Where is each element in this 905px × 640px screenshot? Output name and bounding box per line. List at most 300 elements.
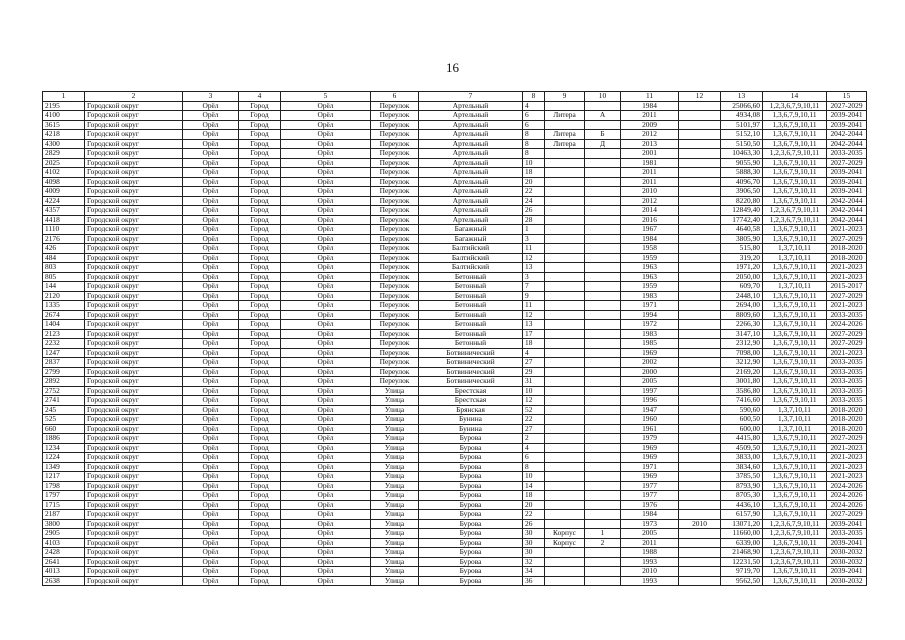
table-cell-col-12 <box>679 310 721 320</box>
table-cell-col-13: 8809,60 <box>721 310 763 320</box>
table-cell-col-3: Орёл <box>183 462 239 472</box>
table-cell-col-4: Город <box>239 282 281 292</box>
table-cell-col-6: Улица <box>371 538 419 548</box>
table-cell-col-4: Город <box>239 481 281 491</box>
table-cell-col-12 <box>679 329 721 339</box>
table-cell-col-15: 2042-2044 <box>827 130 867 140</box>
table-cell-col-2: Городской округ <box>85 453 183 463</box>
table-cell-col-6: Улица <box>371 500 419 510</box>
table-cell-col-3: Орёл <box>183 538 239 548</box>
table-row <box>43 538 867 548</box>
table-cell-col-4: Город <box>239 500 281 510</box>
table-cell-col-9: Корпус <box>545 529 585 539</box>
table-cell-col-15: 2018-2020 <box>827 415 867 425</box>
table-cell-col-1: 426 <box>43 244 85 254</box>
table-cell-col-2: Городской округ <box>85 339 183 349</box>
table-row <box>43 149 867 159</box>
table-cell-col-15: 2039-2041 <box>827 177 867 187</box>
table-cell-col-9 <box>545 491 585 501</box>
table-cell-col-10 <box>585 557 621 567</box>
table-cell-col-1: 1404 <box>43 320 85 330</box>
table-cell-col-5: Орёл <box>281 557 371 567</box>
table-cell-col-3: Орёл <box>183 244 239 254</box>
table-row <box>43 424 867 434</box>
table-cell-col-11: 2005 <box>621 529 679 539</box>
table-cell-col-1: 1247 <box>43 348 85 358</box>
table-cell-col-9 <box>545 301 585 311</box>
table-cell-col-4: Город <box>239 367 281 377</box>
table-cell-col-4: Город <box>239 567 281 577</box>
table-cell-col-10 <box>585 196 621 206</box>
table-cell-col-1: 1110 <box>43 225 85 235</box>
table-cell-col-11: 2011 <box>621 538 679 548</box>
table-cell-col-10 <box>585 253 621 263</box>
table-cell-col-11: 1971 <box>621 301 679 311</box>
table-cell-col-2: Городской округ <box>85 472 183 482</box>
table-cell-col-5: Орёл <box>281 168 371 178</box>
table-cell-col-10 <box>585 120 621 130</box>
table-cell-col-1: 2674 <box>43 310 85 320</box>
table-cell-col-7: Багажный <box>419 225 523 235</box>
table-cell-col-2: Городской округ <box>85 320 183 330</box>
table-cell-col-6: Переулок <box>371 244 419 254</box>
table-cell-col-10 <box>585 462 621 472</box>
table-cell-col-2: Городской округ <box>85 139 183 149</box>
table-cell-col-2: Городской округ <box>85 396 183 406</box>
table-cell-col-11: 1958 <box>621 244 679 254</box>
table-row <box>43 101 867 111</box>
table-cell-col-11: 1969 <box>621 472 679 482</box>
table-cell-col-7: Артельный <box>419 111 523 121</box>
table-cell-col-8: 8 <box>523 149 545 159</box>
table-cell-col-4: Город <box>239 510 281 520</box>
table-cell-col-13: 3147,10 <box>721 329 763 339</box>
table-cell-col-11: 2002 <box>621 358 679 368</box>
table-cell-col-1: 525 <box>43 415 85 425</box>
table-cell-col-10 <box>585 168 621 178</box>
table-row <box>43 415 867 425</box>
table-cell-col-3: Орёл <box>183 158 239 168</box>
table-cell-col-6: Переулок <box>371 101 419 111</box>
table-cell-col-13: 5152,10 <box>721 130 763 140</box>
table-cell-col-10 <box>585 443 621 453</box>
table-cell-col-3: Орёл <box>183 187 239 197</box>
column-header-14: 14 <box>763 92 827 102</box>
column-header-1: 1 <box>43 92 85 102</box>
table-cell-col-2: Городской округ <box>85 130 183 140</box>
table-row <box>43 443 867 453</box>
table-cell-col-13: 4640,58 <box>721 225 763 235</box>
table-cell-col-2: Городской округ <box>85 567 183 577</box>
table-cell-col-6: Переулок <box>371 367 419 377</box>
table-cell-col-5: Орёл <box>281 443 371 453</box>
table-row <box>43 367 867 377</box>
table-cell-col-5: Орёл <box>281 111 371 121</box>
table-cell-col-15: 2021-2023 <box>827 348 867 358</box>
table-cell-col-1: 2025 <box>43 158 85 168</box>
table-cell-col-7: Бурова <box>419 519 523 529</box>
table-cell-col-5: Орёл <box>281 453 371 463</box>
table-cell-col-8: 20 <box>523 500 545 510</box>
table-cell-col-14: 1,3,6,7,9,10,11 <box>763 491 827 501</box>
table-row <box>43 386 867 396</box>
table-cell-col-14: 1,3,6,7,9,10,11 <box>763 510 827 520</box>
table-cell-col-2: Городской округ <box>85 519 183 529</box>
table-cell-col-12 <box>679 529 721 539</box>
table-cell-col-3: Орёл <box>183 291 239 301</box>
table-row <box>43 263 867 273</box>
table-cell-col-14: 1,2,3,6,7,9,10,11 <box>763 206 827 216</box>
table-cell-col-9 <box>545 225 585 235</box>
table-cell-col-8: 18 <box>523 339 545 349</box>
table-cell-col-4: Город <box>239 130 281 140</box>
table-cell-col-12 <box>679 548 721 558</box>
table-cell-col-12 <box>679 405 721 415</box>
table-cell-col-6: Переулок <box>371 301 419 311</box>
table-cell-col-15: 2033-2035 <box>827 396 867 406</box>
table-cell-col-7: Бурова <box>419 453 523 463</box>
table-cell-col-1: 2752 <box>43 386 85 396</box>
table-cell-col-7: Брестская <box>419 396 523 406</box>
table-cell-col-9 <box>545 329 585 339</box>
table-cell-col-1: 245 <box>43 405 85 415</box>
table-cell-col-1: 4103 <box>43 538 85 548</box>
table-cell-col-13: 3805,90 <box>721 234 763 244</box>
table-cell-col-3: Орёл <box>183 415 239 425</box>
table-cell-col-2: Городской округ <box>85 548 183 558</box>
table-cell-col-3: Орёл <box>183 149 239 159</box>
table-cell-col-6: Переулок <box>371 253 419 263</box>
table-row <box>43 491 867 501</box>
table-cell-col-2: Городской округ <box>85 101 183 111</box>
table-cell-col-15: 2027-2029 <box>827 339 867 349</box>
table-cell-col-13: 3906,50 <box>721 187 763 197</box>
table-cell-col-12 <box>679 263 721 273</box>
table-cell-col-12 <box>679 472 721 482</box>
table-cell-col-8: 7 <box>523 282 545 292</box>
table-cell-col-11: 2016 <box>621 215 679 225</box>
table-cell-col-6: Улица <box>371 453 419 463</box>
table-cell-col-2: Городской округ <box>85 291 183 301</box>
table-cell-col-12 <box>679 557 721 567</box>
table-cell-col-12 <box>679 234 721 244</box>
table-cell-col-11: 2009 <box>621 120 679 130</box>
table-cell-col-8: 10 <box>523 386 545 396</box>
table-cell-col-6: Улица <box>371 519 419 529</box>
table-cell-col-9 <box>545 481 585 491</box>
table-cell-col-15: 2042-2044 <box>827 196 867 206</box>
table-cell-col-13: 5101,97 <box>721 120 763 130</box>
table-cell-col-5: Орёл <box>281 253 371 263</box>
table-cell-col-11: 1996 <box>621 396 679 406</box>
table-cell-col-15: 2024-2026 <box>827 491 867 501</box>
table-cell-col-11: 2005 <box>621 377 679 387</box>
table-cell-col-6: Переулок <box>371 168 419 178</box>
table-cell-col-4: Город <box>239 339 281 349</box>
table-cell-col-10 <box>585 310 621 320</box>
table-cell-col-5: Орёл <box>281 424 371 434</box>
table-cell-col-2: Городской округ <box>85 500 183 510</box>
table-cell-col-10 <box>585 396 621 406</box>
table-cell-col-10: А <box>585 111 621 121</box>
table-cell-col-7: Бурова <box>419 472 523 482</box>
table-cell-col-14: 1,3,6,7,9,10,11 <box>763 310 827 320</box>
table-cell-col-9 <box>545 405 585 415</box>
table-cell-col-12 <box>679 434 721 444</box>
table-cell-col-8: 6 <box>523 120 545 130</box>
table-cell-col-14: 1,3,6,7,9,10,11 <box>763 225 827 235</box>
table-cell-col-7: Бетонный <box>419 310 523 320</box>
table-cell-col-15: 2027-2029 <box>827 291 867 301</box>
column-header-12: 12 <box>679 92 721 102</box>
table-cell-col-13: 2266,30 <box>721 320 763 330</box>
table-cell-col-15: 2027-2029 <box>827 329 867 339</box>
table-cell-col-15: 2018-2020 <box>827 253 867 263</box>
table-cell-col-11: 1984 <box>621 510 679 520</box>
table-cell-col-15: 2039-2041 <box>827 111 867 121</box>
table-cell-col-2: Городской округ <box>85 244 183 254</box>
table-cell-col-7: Бурова <box>419 462 523 472</box>
table-cell-col-14: 1,3,6,7,9,10,11 <box>763 453 827 463</box>
table-cell-col-14: 1,3,6,7,9,10,11 <box>763 396 827 406</box>
table-cell-col-7: Бурова <box>419 538 523 548</box>
table-cell-col-5: Орёл <box>281 196 371 206</box>
table-cell-col-2: Городской округ <box>85 253 183 263</box>
table-cell-col-13: 3212,90 <box>721 358 763 368</box>
table-cell-col-2: Городской округ <box>85 168 183 178</box>
table-cell-col-8: 20 <box>523 177 545 187</box>
table-cell-col-10 <box>585 206 621 216</box>
table-cell-col-10: Д <box>585 139 621 149</box>
table-cell-col-13: 2050,00 <box>721 272 763 282</box>
table-cell-col-9 <box>545 358 585 368</box>
table-cell-col-9 <box>545 168 585 178</box>
table-row <box>43 405 867 415</box>
table-cell-col-11: 1988 <box>621 548 679 558</box>
table-cell-col-2: Городской округ <box>85 424 183 434</box>
table-cell-col-8: 17 <box>523 329 545 339</box>
table-cell-col-8: 3 <box>523 234 545 244</box>
table-cell-col-1: 2892 <box>43 377 85 387</box>
table-cell-col-4: Город <box>239 234 281 244</box>
table-cell-col-4: Город <box>239 301 281 311</box>
table-cell-col-8: 4 <box>523 101 545 111</box>
table-cell-col-1: 4224 <box>43 196 85 206</box>
table-cell-col-4: Город <box>239 111 281 121</box>
table-cell-col-6: Улица <box>371 415 419 425</box>
table-cell-col-7: Бетонный <box>419 339 523 349</box>
table-cell-col-10 <box>585 244 621 254</box>
table-cell-col-10 <box>585 329 621 339</box>
table-cell-col-11: 1993 <box>621 557 679 567</box>
table-cell-col-3: Орёл <box>183 253 239 263</box>
table-row <box>43 196 867 206</box>
table-cell-col-6: Улица <box>371 491 419 501</box>
table-cell-col-3: Орёл <box>183 567 239 577</box>
table-row <box>43 234 867 244</box>
table-cell-col-1: 3615 <box>43 120 85 130</box>
table-cell-col-3: Орёл <box>183 263 239 273</box>
table-cell-col-5: Орёл <box>281 215 371 225</box>
table-cell-col-14: 1,3,6,7,9,10,11 <box>763 272 827 282</box>
column-header-15: 15 <box>827 92 867 102</box>
column-header-3: 3 <box>183 92 239 102</box>
table-cell-col-12 <box>679 396 721 406</box>
table-cell-col-11: 2000 <box>621 367 679 377</box>
table-row <box>43 206 867 216</box>
table-cell-col-10 <box>585 424 621 434</box>
table-cell-col-2: Городской округ <box>85 310 183 320</box>
table-cell-col-11: 2011 <box>621 168 679 178</box>
table-cell-col-14: 1,2,3,6,7,9,10,11 <box>763 529 827 539</box>
table-cell-col-13: 5150,50 <box>721 139 763 149</box>
table-cell-col-7: Артельный <box>419 101 523 111</box>
table-cell-col-9 <box>545 177 585 187</box>
table-cell-col-2: Городской округ <box>85 405 183 415</box>
table-cell-col-12 <box>679 187 721 197</box>
table-cell-col-15: 2021-2023 <box>827 453 867 463</box>
table-cell-col-13: 2312,90 <box>721 339 763 349</box>
table-cell-col-7: Бурова <box>419 481 523 491</box>
table-cell-col-6: Переулок <box>371 149 419 159</box>
table-cell-col-6: Улица <box>371 557 419 567</box>
table-cell-col-9 <box>545 291 585 301</box>
table-cell-col-14: 1,3,6,7,9,10,11 <box>763 320 827 330</box>
table-cell-col-9: Литера <box>545 139 585 149</box>
table-cell-col-10 <box>585 149 621 159</box>
table-cell-col-13: 590,60 <box>721 405 763 415</box>
table-cell-col-5: Орёл <box>281 348 371 358</box>
table-cell-col-14: 1,3,7,10,11 <box>763 253 827 263</box>
table-cell-col-11: 1959 <box>621 282 679 292</box>
table-row <box>43 168 867 178</box>
table-cell-col-5: Орёл <box>281 120 371 130</box>
table-cell-col-3: Орёл <box>183 548 239 558</box>
table-cell-col-1: 1217 <box>43 472 85 482</box>
table-cell-col-7: Брестская <box>419 386 523 396</box>
table-cell-col-9 <box>545 396 585 406</box>
table-cell-col-12 <box>679 111 721 121</box>
table-cell-col-14: 1,3,6,7,9,10,11 <box>763 196 827 206</box>
table-cell-col-2: Городской округ <box>85 149 183 159</box>
table-cell-col-2: Городской округ <box>85 481 183 491</box>
table-cell-col-7: Артельный <box>419 187 523 197</box>
table-cell-col-4: Город <box>239 538 281 548</box>
table-cell-col-4: Город <box>239 215 281 225</box>
table-cell-col-5: Орёл <box>281 339 371 349</box>
table-cell-col-6: Улица <box>371 510 419 520</box>
table-cell-col-13: 609,70 <box>721 282 763 292</box>
table-cell-col-5: Орёл <box>281 187 371 197</box>
table-cell-col-14: 1,3,6,7,9,10,11 <box>763 377 827 387</box>
table-cell-col-15: 2039-2041 <box>827 187 867 197</box>
table-cell-col-4: Город <box>239 462 281 472</box>
table-cell-col-3: Орёл <box>183 367 239 377</box>
table-row <box>43 519 867 529</box>
table-cell-col-3: Орёл <box>183 405 239 415</box>
table-cell-col-12 <box>679 291 721 301</box>
table-cell-col-8: 8 <box>523 130 545 140</box>
table-cell-col-5: Орёл <box>281 320 371 330</box>
table-cell-col-2: Городской округ <box>85 557 183 567</box>
table-cell-col-5: Орёл <box>281 462 371 472</box>
table-cell-col-2: Городской округ <box>85 225 183 235</box>
table-cell-col-5: Орёл <box>281 567 371 577</box>
table-cell-col-6: Переулок <box>371 358 419 368</box>
table-cell-col-9 <box>545 462 585 472</box>
table-cell-col-6: Переулок <box>371 196 419 206</box>
table-cell-col-11: 2013 <box>621 139 679 149</box>
table-cell-col-1: 4418 <box>43 215 85 225</box>
table-cell-col-6: Улица <box>371 424 419 434</box>
table-cell-col-10: Б <box>585 130 621 140</box>
table-cell-col-15: 2033-2035 <box>827 310 867 320</box>
table-cell-col-7: Ботвинический <box>419 358 523 368</box>
table-cell-col-12 <box>679 339 721 349</box>
column-header-6: 6 <box>371 92 419 102</box>
table-cell-col-9 <box>545 367 585 377</box>
table-cell-col-13: 21468,90 <box>721 548 763 558</box>
table-cell-col-3: Орёл <box>183 481 239 491</box>
table-header-row <box>43 92 867 102</box>
table-cell-col-9 <box>545 453 585 463</box>
table-cell-col-7: Бетонный <box>419 272 523 282</box>
table-cell-col-13: 4509,50 <box>721 443 763 453</box>
table-cell-col-7: Бунина <box>419 415 523 425</box>
table-cell-col-7: Бурова <box>419 567 523 577</box>
table-cell-col-10 <box>585 358 621 368</box>
table-row <box>43 282 867 292</box>
table-cell-col-8: 18 <box>523 168 545 178</box>
table-cell-col-12 <box>679 424 721 434</box>
table-cell-col-2: Городской округ <box>85 215 183 225</box>
table-row <box>43 567 867 577</box>
table-cell-col-13: 3833,00 <box>721 453 763 463</box>
table-cell-col-15: 2042-2044 <box>827 206 867 216</box>
table-cell-col-8: 36 <box>523 576 545 586</box>
table-cell-col-10 <box>585 576 621 586</box>
table-cell-col-8: 14 <box>523 481 545 491</box>
table-cell-col-6: Переулок <box>371 320 419 330</box>
table-cell-col-4: Город <box>239 548 281 558</box>
table-cell-col-11: 1963 <box>621 263 679 273</box>
table-cell-col-15: 2018-2020 <box>827 405 867 415</box>
table-cell-col-9: Литера <box>545 130 585 140</box>
table-cell-col-2: Городской округ <box>85 111 183 121</box>
table-cell-col-11: 1961 <box>621 424 679 434</box>
table-cell-col-13: 4415,80 <box>721 434 763 444</box>
table-cell-col-15: 2039-2041 <box>827 168 867 178</box>
table-cell-col-10 <box>585 101 621 111</box>
table-cell-col-7: Артельный <box>419 206 523 216</box>
table-cell-col-7: Артельный <box>419 215 523 225</box>
table-cell-col-6: Переулок <box>371 177 419 187</box>
table-cell-col-9 <box>545 472 585 482</box>
table-cell-col-15: 2039-2041 <box>827 567 867 577</box>
page-number: 16 <box>446 60 459 75</box>
table-cell-col-13: 10463,30 <box>721 149 763 159</box>
table-cell-col-3: Орёл <box>183 348 239 358</box>
table-cell-col-1: 805 <box>43 272 85 282</box>
table-cell-col-11: 2012 <box>621 196 679 206</box>
table-cell-col-4: Город <box>239 120 281 130</box>
table-cell-col-15: 2033-2035 <box>827 358 867 368</box>
table-cell-col-12 <box>679 101 721 111</box>
table-cell-col-11: 1947 <box>621 405 679 415</box>
table-cell-col-1: 144 <box>43 282 85 292</box>
table-row <box>43 177 867 187</box>
table-cell-col-3: Орёл <box>183 111 239 121</box>
